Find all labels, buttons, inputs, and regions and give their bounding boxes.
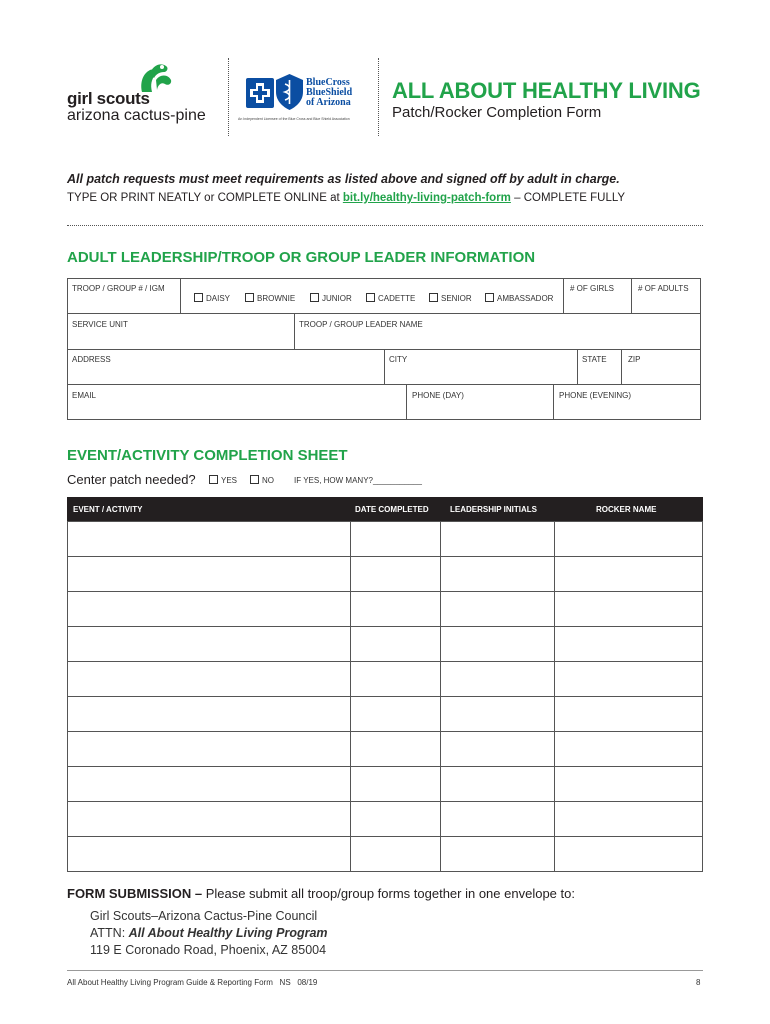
event-table-cell[interactable] bbox=[67, 661, 351, 697]
submission-label: FORM SUBMISSION – bbox=[67, 886, 203, 901]
event-table-cell[interactable] bbox=[440, 521, 555, 557]
event-table-cell[interactable] bbox=[554, 591, 703, 627]
event-section-title: EVENT/ACTIVITY COMPLETION SHEET bbox=[67, 447, 348, 464]
council-name: arizona cactus-pine bbox=[67, 107, 206, 124]
zip-field[interactable] bbox=[621, 349, 701, 385]
num-girls-field[interactable] bbox=[563, 278, 632, 314]
center-patch-no-option[interactable] bbox=[250, 475, 274, 485]
event-table-cell[interactable] bbox=[67, 521, 351, 557]
column-initials: LEADERSHIP INITIALS bbox=[450, 505, 537, 514]
checkbox[interactable] bbox=[250, 475, 259, 484]
event-table-cell[interactable] bbox=[350, 626, 441, 662]
state-field[interactable] bbox=[577, 349, 622, 385]
email-field[interactable] bbox=[67, 384, 407, 420]
state-label: STATE bbox=[582, 355, 607, 364]
event-table-cell[interactable] bbox=[554, 626, 703, 662]
event-table-header bbox=[67, 497, 703, 521]
bcbs-tagline: An Independent Licensee of the Blue Cross and Blue Shield Association bbox=[238, 117, 350, 121]
event-table-cell[interactable] bbox=[554, 836, 703, 872]
event-table-cell[interactable] bbox=[67, 626, 351, 662]
level-brownie-label: BROWNIE bbox=[257, 294, 296, 303]
leader-name-field[interactable] bbox=[294, 313, 701, 350]
center-patch-question: Center patch needed? bbox=[67, 472, 196, 487]
checkbox[interactable] bbox=[429, 293, 438, 302]
event-table-cell[interactable] bbox=[554, 696, 703, 732]
event-table-cell[interactable] bbox=[350, 556, 441, 592]
event-table-cell[interactable] bbox=[67, 696, 351, 732]
phone-evening-field[interactable] bbox=[553, 384, 701, 420]
phone-day-field[interactable] bbox=[406, 384, 554, 420]
page-subtitle: Patch/Rocker Completion Form bbox=[392, 104, 602, 121]
num-adults-field[interactable] bbox=[631, 278, 701, 314]
address-label: ADDRESS bbox=[72, 355, 111, 364]
section-divider bbox=[67, 225, 703, 226]
yes-label: YES bbox=[221, 476, 238, 485]
level-junior-option[interactable] bbox=[310, 293, 352, 303]
event-table-cell[interactable] bbox=[554, 766, 703, 802]
event-table-cell[interactable] bbox=[440, 556, 555, 592]
online-form-link[interactable]: bit.ly/healthy-living-patch-form bbox=[342, 192, 511, 204]
event-table-cell[interactable] bbox=[554, 801, 703, 837]
event-table-cell[interactable] bbox=[350, 801, 441, 837]
level-cadette-option[interactable] bbox=[366, 293, 415, 303]
leader-name-label: TROOP / GROUP LEADER NAME bbox=[299, 320, 423, 329]
email-label: EMAIL bbox=[72, 391, 97, 400]
phone-evening-label: PHONE (EVENING) bbox=[559, 391, 632, 400]
how-many-field[interactable]: IF YES, HOW MANY?___________ bbox=[294, 476, 422, 485]
page-number: 8 bbox=[696, 978, 701, 987]
event-table-cell[interactable] bbox=[350, 521, 441, 557]
event-table-cell[interactable] bbox=[350, 731, 441, 767]
event-table-cell[interactable] bbox=[554, 521, 703, 557]
bcbs-wordmark bbox=[306, 78, 352, 108]
girl-scouts-wordmark: girl scouts bbox=[67, 89, 150, 108]
column-event: EVENT / ACTIVITY bbox=[73, 505, 143, 514]
event-table-cell[interactable] bbox=[440, 626, 555, 662]
mailing-address bbox=[90, 908, 328, 959]
checkbox[interactable] bbox=[209, 475, 218, 484]
level-daisy-label: DAISY bbox=[206, 294, 231, 303]
event-table-cell[interactable] bbox=[440, 591, 555, 627]
checkbox[interactable] bbox=[366, 293, 375, 302]
event-table-cell[interactable] bbox=[67, 731, 351, 767]
level-senior-option[interactable] bbox=[429, 293, 472, 303]
city-field[interactable] bbox=[384, 349, 578, 385]
service-unit-label: SERVICE UNIT bbox=[72, 320, 128, 329]
leader-section-title: ADULT LEADERSHIP/TROOP OR GROUP LEADER INFORMATION bbox=[67, 249, 536, 266]
event-table-cell[interactable] bbox=[440, 731, 555, 767]
level-ambassador-option[interactable] bbox=[485, 293, 553, 303]
level-cadette-label: CADETTE bbox=[378, 294, 416, 303]
checkbox[interactable] bbox=[485, 293, 494, 302]
event-table-cell[interactable] bbox=[67, 766, 351, 802]
phone-day-label: PHONE (DAY) bbox=[412, 391, 464, 400]
blueshield-icon bbox=[276, 74, 303, 110]
event-table-cell[interactable] bbox=[350, 766, 441, 802]
checkbox[interactable] bbox=[310, 293, 319, 302]
address-line-3: 119 E Coronado Road, Phoenix, AZ 85004 bbox=[90, 943, 327, 957]
header-divider-2 bbox=[378, 58, 379, 136]
instructions-prefix: TYPE OR PRINT NEATLY or COMPLETE ONLINE at bbox=[67, 192, 343, 204]
level-daisy-option[interactable] bbox=[194, 293, 230, 303]
address-field[interactable] bbox=[67, 349, 385, 385]
address-line-1: Girl Scouts–Arizona Cactus-Pine Council bbox=[90, 909, 318, 923]
address-line-2 bbox=[90, 925, 328, 942]
event-table-cell[interactable] bbox=[440, 661, 555, 697]
event-table-cell[interactable] bbox=[67, 836, 351, 872]
submission-text: Please submit all troop/group forms together in one envelope to: bbox=[202, 886, 575, 901]
attn-label: ATTN: bbox=[90, 926, 129, 940]
city-label: CITY bbox=[389, 355, 408, 364]
checkbox[interactable] bbox=[245, 293, 254, 302]
submission-instructions bbox=[67, 886, 575, 901]
event-table-cell[interactable] bbox=[554, 556, 703, 592]
level-junior-label: JUNIOR bbox=[322, 294, 352, 303]
event-table-cell[interactable] bbox=[67, 591, 351, 627]
service-unit-field[interactable] bbox=[67, 313, 295, 350]
no-label: NO bbox=[262, 476, 274, 485]
bcbs-line-2: BlueShield bbox=[306, 87, 353, 98]
event-table-cell[interactable] bbox=[554, 661, 703, 697]
center-patch-yes-option[interactable] bbox=[209, 475, 237, 485]
bcbs-line-3: of Arizona bbox=[306, 97, 351, 108]
page-title: ALL ABOUT HEALTHY LIVING bbox=[392, 78, 701, 103]
instructions-suffix: – COMPLETE FULLY bbox=[510, 192, 626, 204]
bluecross-cross-icon bbox=[246, 78, 274, 108]
num-girls-label: # OF GIRLS bbox=[570, 284, 615, 293]
event-table-cell[interactable] bbox=[350, 661, 441, 697]
event-table-cell[interactable] bbox=[350, 696, 441, 732]
event-table-cell[interactable] bbox=[350, 591, 441, 627]
requirements-note: All patch requests must meet requirements as listed above and signed off by adult in charge. bbox=[67, 172, 620, 186]
event-table-cell[interactable] bbox=[554, 731, 703, 767]
troop-number-label: TROOP / GROUP # / IGM bbox=[72, 284, 165, 293]
levels-field bbox=[180, 278, 564, 314]
event-table-cell[interactable] bbox=[440, 766, 555, 802]
attn-program: All About Healthy Living Program bbox=[128, 926, 328, 940]
zip-label: ZIP bbox=[628, 355, 641, 364]
bcbs-line-1: BlueCross bbox=[306, 77, 350, 88]
instructions-line bbox=[67, 192, 625, 204]
event-table-cell[interactable] bbox=[350, 836, 441, 872]
header-divider-1 bbox=[228, 58, 229, 136]
column-date: DATE COMPLETED bbox=[355, 505, 429, 514]
checkbox[interactable] bbox=[194, 293, 203, 302]
level-ambassador-label: AMBASSADOR bbox=[497, 294, 554, 303]
event-table-cell[interactable] bbox=[440, 696, 555, 732]
event-table-cell[interactable] bbox=[67, 801, 351, 837]
num-adults-label: # OF ADULTS bbox=[638, 284, 689, 293]
footer-text: All About Healthy Living Program Guide & Reporting Form NS 08/19 bbox=[67, 978, 318, 987]
event-table-cell[interactable] bbox=[440, 801, 555, 837]
event-table-cell[interactable] bbox=[440, 836, 555, 872]
event-table-cell[interactable] bbox=[67, 556, 351, 592]
footer-rule bbox=[67, 970, 703, 971]
troop-number-field[interactable] bbox=[67, 278, 181, 314]
level-brownie-option[interactable] bbox=[245, 293, 295, 303]
column-rocker: ROCKER NAME bbox=[596, 505, 657, 514]
level-senior-label: SENIOR bbox=[441, 294, 472, 303]
